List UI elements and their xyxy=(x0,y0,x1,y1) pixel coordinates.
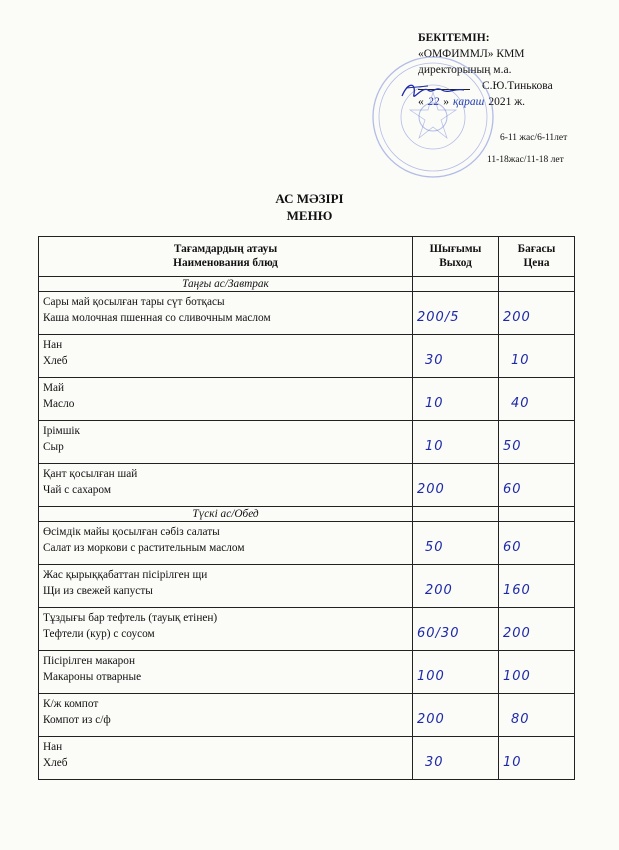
header-yield-kz: Шығымы xyxy=(429,243,482,255)
dish-name-ru: Макароны отварные xyxy=(43,671,142,683)
date-day: 22 xyxy=(427,96,440,108)
dish-price: 200 xyxy=(499,292,575,335)
dish-yield: 200/5 xyxy=(413,292,499,335)
dish-yield: 10 xyxy=(413,378,499,421)
approval-position: директорының м.а. xyxy=(418,64,512,76)
dish-name-ru: Сыр xyxy=(43,441,64,453)
dish-name-kz: Сары май қосылған тары сүт ботқасы xyxy=(43,296,225,308)
approval-org: «ОМФИММЛ» КММ xyxy=(418,48,525,60)
header-yield xyxy=(413,237,499,277)
dish-name-ru: Хлеб xyxy=(43,757,68,769)
age-group-1: 6-11 жас/6-11лет xyxy=(500,133,568,143)
table-row xyxy=(39,737,575,780)
age-group-2: 11-18жас/11-18 лет xyxy=(487,155,564,165)
header-price xyxy=(499,237,575,277)
official-seal-icon xyxy=(368,52,498,182)
dish-price: 200 xyxy=(499,608,575,651)
table-row xyxy=(39,292,575,335)
table-row xyxy=(39,464,575,507)
dish-yield: 60/30 xyxy=(413,608,499,651)
dish-name-ru: Чай с сахаром xyxy=(43,484,111,496)
header-price-kz: Бағасы xyxy=(517,243,556,255)
approval-title: БЕКІТЕМІН: xyxy=(418,32,490,44)
dish-yield: 100 xyxy=(413,651,499,694)
dish-price: 40 xyxy=(499,378,575,421)
date-year: 2021 ж. xyxy=(488,96,526,108)
dish-name-kz: Нан xyxy=(43,339,63,351)
header-name-ru: Наименования блюд xyxy=(173,257,278,269)
dish-name-kz: Жас қырыққабаттан пісірілген щи xyxy=(43,569,208,581)
dish-name-kz: Қант қосылған шай xyxy=(43,468,138,480)
dish-name-ru: Масло xyxy=(43,398,75,410)
section-title: Таңғы ас/Завтрак xyxy=(39,277,413,292)
table-row xyxy=(39,565,575,608)
dish-name-ru: Хлеб xyxy=(43,355,68,367)
dish-yield: 30 xyxy=(413,737,499,780)
dish-price: 100 xyxy=(499,651,575,694)
date-quote-close: » xyxy=(443,96,449,108)
header-name-kz: Тағамдардың атауы xyxy=(173,243,278,255)
dish-price: 60 xyxy=(499,522,575,565)
dish-name-kz: Нан xyxy=(43,741,63,753)
date-quote-open: « xyxy=(418,96,424,108)
dish-name-ru: Компот из с/ф xyxy=(43,714,111,726)
dish-yield: 10 xyxy=(413,421,499,464)
dish-name-kz: К/ж компот xyxy=(43,698,99,710)
section-row-lunch xyxy=(39,507,575,522)
dish-name-kz: Тұздығы бар тефтель (тауық етінен) xyxy=(43,612,218,624)
table-row xyxy=(39,694,575,737)
menu-table xyxy=(38,236,575,780)
date-month: қараш xyxy=(453,96,485,108)
dish-name-kz: Өсімдік майы қосылған сәбіз салаты xyxy=(43,526,220,538)
dish-yield: 200 xyxy=(413,464,499,507)
menu-title-ru: МЕНЮ xyxy=(286,208,333,223)
dish-price: 80 xyxy=(499,694,575,737)
dish-name-ru: Тефтели (кур) с соусом xyxy=(43,628,155,640)
dish-name-kz: Май xyxy=(43,382,65,394)
table-row xyxy=(39,608,575,651)
table-row xyxy=(39,522,575,565)
approval-signer: С.Ю.Тинькова xyxy=(482,80,553,92)
dish-name-ru: Салат из моркови с растительным маслом xyxy=(43,542,245,554)
dish-name-kz: Пісірілген макарон xyxy=(43,655,136,667)
dish-yield: 30 xyxy=(413,335,499,378)
header-yield-ru: Выход xyxy=(439,257,472,269)
signature-icon xyxy=(398,78,468,104)
table-row xyxy=(39,335,575,378)
dish-price: 60 xyxy=(499,464,575,507)
header-price-ru: Цена xyxy=(523,257,550,269)
menu-title-kz: АС МӘЗІРІ xyxy=(275,191,344,206)
section-title: Түскі ас/Обед xyxy=(39,507,413,522)
table-row xyxy=(39,651,575,694)
dish-yield: 50 xyxy=(413,522,499,565)
dish-price: 10 xyxy=(499,737,575,780)
header-name xyxy=(39,237,413,277)
dish-price: 50 xyxy=(499,421,575,464)
table-header-row xyxy=(39,237,575,277)
dish-name-kz: Ірімшік xyxy=(43,425,81,437)
dish-price: 10 xyxy=(499,335,575,378)
dish-name-ru: Каша молочная пшенная со сливочным маслом xyxy=(43,312,271,324)
dish-price: 160 xyxy=(499,565,575,608)
dish-yield: 200 xyxy=(413,694,499,737)
dish-yield: 200 xyxy=(413,565,499,608)
section-row-breakfast xyxy=(39,277,575,292)
table-row xyxy=(39,421,575,464)
dish-name-ru: Щи из свежей капусты xyxy=(43,585,153,597)
table-row xyxy=(39,378,575,421)
